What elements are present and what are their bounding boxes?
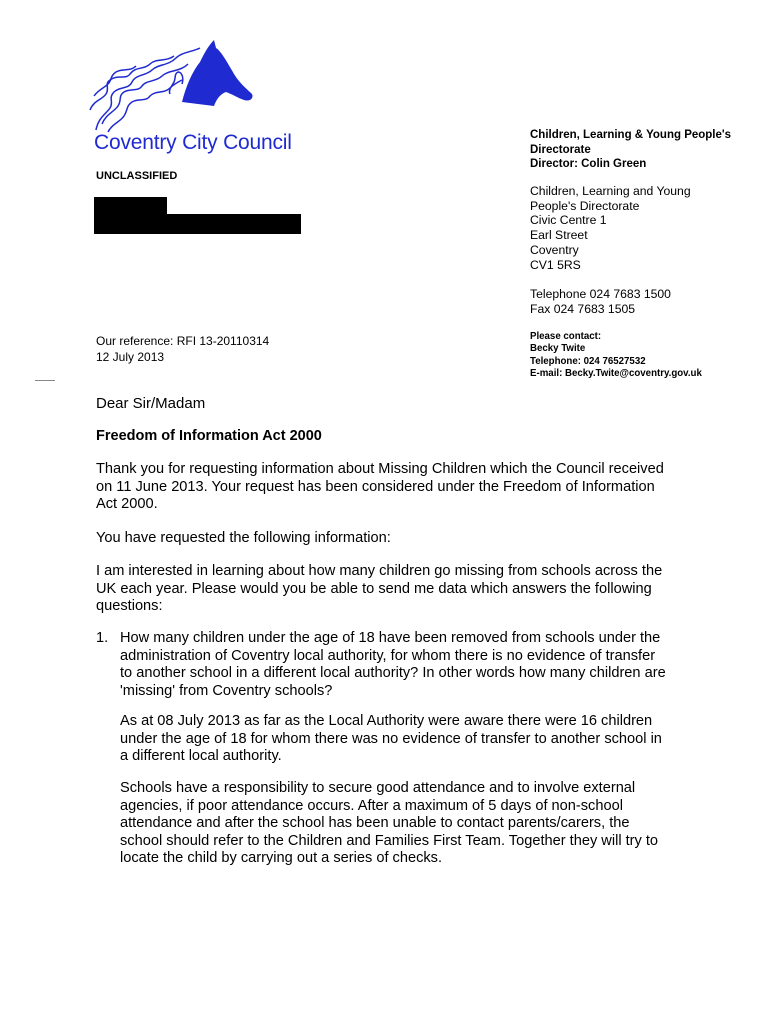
question-line: to another school in a different local authority? In other words how many children are [120, 665, 666, 682]
address-line: Earl Street [530, 228, 588, 243]
phone-block [530, 287, 762, 316]
address-line: Children, Learning and Young [530, 184, 691, 198]
redaction-bar [94, 214, 301, 234]
salutation: Dear Sir/Madam [96, 395, 206, 412]
question-1 [120, 630, 712, 700]
question-line: 'missing' from Coventry schools? [120, 682, 333, 699]
answer-line: under the age of 18 for whom there was no evidence of transfer to another school in [120, 730, 662, 747]
paragraph-requested [96, 530, 708, 548]
address-line: People's Directorate [530, 198, 640, 213]
answer-1-detail [120, 780, 712, 868]
reference-block [96, 333, 269, 365]
answer-1 [120, 713, 712, 766]
answer-line: locate the child by carrying out a series of checks. [120, 850, 443, 867]
question-line: administration of Coventry local authority, for whom there is no evidence of transfer [120, 647, 656, 664]
address-line: Coventry [530, 242, 579, 257]
question-number: 1. [96, 630, 109, 646]
paragraph-line: Thank you for requesting information about Missing Children which the Council received [96, 461, 664, 477]
paragraph-line: on 11 June 2013. Your request has been considered under the Freedom of Information [96, 478, 655, 495]
letter-subject: Freedom of Information Act 2000 [96, 428, 322, 444]
contact-name: Becky Twite [530, 343, 586, 355]
contact-email: E-mail: Becky.Twite@coventry.gov.uk [530, 367, 702, 379]
telephone-line: Telephone 024 7683 1500 [530, 287, 671, 301]
address-line: CV1 5RS [530, 257, 581, 272]
council-logo [88, 34, 308, 158]
contact-heading: Please contact: [530, 331, 602, 342]
reference-line: Our reference: RFI 13-20110314 [96, 334, 270, 348]
redaction-bar [94, 197, 167, 215]
address-line: Civic Centre 1 [530, 213, 607, 228]
fold-mark [35, 380, 55, 381]
contact-block [530, 331, 762, 380]
answer-line: a different local authority. [120, 748, 282, 765]
paragraph-line: You have requested the following information: [96, 530, 391, 546]
paragraph-intro [96, 461, 708, 514]
paragraph-line: Act 2000. [96, 496, 158, 513]
answer-line: attendance and after the school has been unable to contact parents/carers, the [120, 815, 630, 832]
answer-line: Schools have a responsibility to secure good attendance and to involve external [120, 780, 636, 796]
horse-head-logo-icon [88, 34, 308, 134]
paragraph-request-text [96, 563, 708, 616]
contact-telephone: Telephone: 024 76527532 [530, 355, 646, 367]
sender-address [530, 184, 762, 272]
director-line: Director: Colin Green [530, 158, 647, 170]
classification-label: UNCLASSIFIED [96, 170, 178, 182]
answer-line: school should refer to the Children and Families First Team. Together they will try to [120, 832, 659, 849]
paragraph-line: I am interested in learning about how many children go missing from schools across the [96, 563, 663, 579]
paragraph-line: questions: [96, 598, 163, 615]
answer-line: As at 08 July 2013 as far as the Local Authority were aware there were 16 children [120, 713, 653, 729]
directorate-heading [530, 128, 762, 172]
answer-line: agencies, if poor attendance occurs. After a maximum of 5 days of non-school [120, 797, 623, 814]
question-line: How many children under the age of 18 have been removed from schools under the [120, 630, 661, 646]
council-wordmark: Coventry City Council [94, 131, 292, 154]
directorate-line: Children, Learning & Young People's [530, 129, 732, 141]
paragraph-line: UK each year. Please would you be able to send me data which answers the following [96, 580, 652, 597]
fax-line: Fax 024 7683 1505 [530, 301, 636, 316]
letter-date: 12 July 2013 [96, 350, 165, 364]
directorate-line: Directorate [530, 143, 591, 156]
